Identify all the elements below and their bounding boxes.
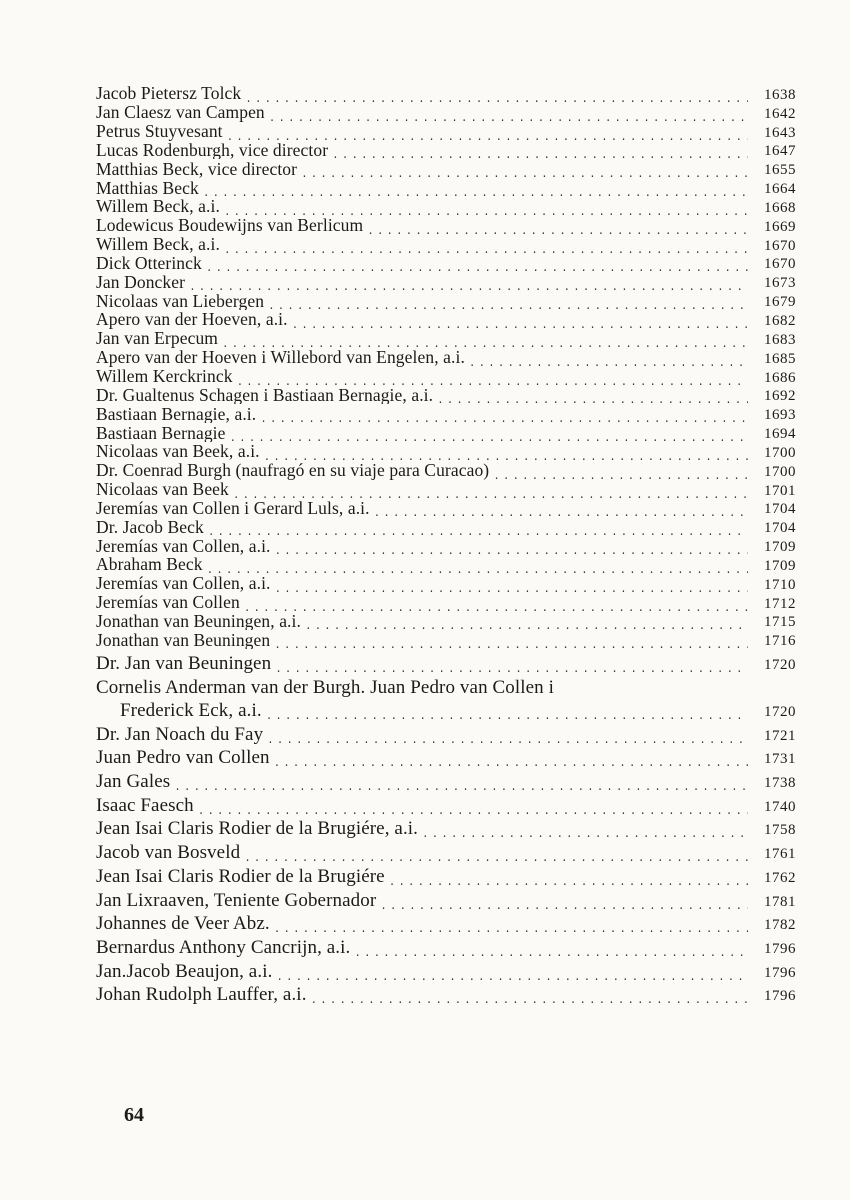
entry-name: Bastiaan Bernagie, a.i. [96, 404, 257, 424]
entry-name: Jacob Pietersz Tolck [96, 84, 242, 103]
entry-continuation-line [96, 697, 796, 721]
entry-name-continuation: Frederick Eck, a.i. [120, 700, 262, 720]
entry-year: 1796 [764, 988, 796, 1005]
dot-leader [203, 186, 748, 197]
entry-name: Petrus Stuyvesant [96, 121, 223, 141]
list-item [96, 254, 796, 273]
list-item [96, 791, 796, 815]
entry-name: Bastiaan Bernagie [96, 423, 226, 443]
entry-name: Willem Beck, a.i. [96, 234, 220, 254]
list-item [96, 461, 796, 480]
list-item [96, 981, 796, 1005]
dot-leader [422, 827, 748, 838]
dot-leader [207, 563, 748, 574]
entry-name: Johannes de Veer Abz. [96, 913, 270, 934]
dot-leader [233, 488, 748, 499]
entry-year: 1670 [764, 237, 796, 254]
entry-year: 1704 [764, 520, 796, 537]
list-item [96, 442, 796, 461]
list-item [96, 673, 796, 720]
entry-year: 1709 [764, 539, 796, 556]
list-item [96, 480, 796, 499]
dot-leader [260, 412, 748, 423]
governor-list [96, 84, 796, 1004]
entry-year: 1638 [764, 86, 796, 103]
entry-year: 1664 [764, 181, 796, 198]
entry-year: 1740 [764, 798, 796, 815]
entry-year: 1721 [764, 727, 796, 744]
list-item [96, 767, 796, 791]
dot-leader [374, 506, 748, 517]
entry-year: 1673 [764, 275, 796, 292]
dot-leader [275, 544, 748, 555]
dot-leader [276, 970, 748, 981]
entry-name: Jan Lixraaven, Teniente Gobernador [96, 889, 377, 910]
entry-name: Matthias Beck, vice director [96, 159, 298, 179]
entry-year: 1655 [764, 162, 796, 179]
entry-name: Apero van der Hoeven, a.i. [96, 310, 288, 329]
list-item [96, 367, 796, 386]
entry-name: Nicolaas van Beek [96, 479, 229, 499]
entry-name: Dr. Coenrad Burgh (naufragó en su viaje para Curacao) [96, 460, 490, 480]
entry-year: 1709 [764, 557, 796, 574]
dot-leader [332, 148, 748, 159]
entry-name: Jeremías van Collen [96, 592, 240, 612]
list-item [96, 720, 796, 744]
dot-leader [208, 525, 748, 536]
dot-leader [227, 130, 748, 141]
entry-year: 1686 [764, 369, 796, 386]
entry-name: Dr. Gualtenus Schagen i Bastiaan Bernagie, a.i. [96, 385, 434, 405]
dot-leader [437, 393, 748, 404]
list-item [96, 744, 796, 768]
dot-leader [367, 224, 748, 235]
entry-year: 1731 [764, 751, 796, 768]
entry-name: Nicolaas van Liebergen [96, 291, 265, 311]
list-item [96, 310, 796, 329]
entry-year: 1683 [764, 331, 796, 348]
entry-name: Jeremías van Collen i Gerard Luls, a.i. [96, 498, 370, 518]
dot-leader [206, 261, 748, 272]
entry-year: 1700 [764, 444, 796, 461]
entry-name: Jan Doncker [96, 272, 186, 292]
list-item [96, 216, 796, 235]
entry-name: Jan Gales [96, 771, 171, 792]
entry-year: 1682 [764, 312, 796, 329]
list-item [96, 122, 796, 141]
list-item [96, 933, 796, 957]
entry-name: Jacob van Bosveld [96, 842, 241, 863]
dot-leader [198, 804, 748, 815]
dot-leader [274, 756, 748, 767]
entry-year: 1700 [764, 463, 796, 480]
list-item [96, 574, 796, 593]
list-item [96, 141, 796, 160]
list-item [96, 386, 796, 405]
list-item [96, 555, 796, 574]
entry-name: Johan Rudolph Lauffer, a.i. [96, 984, 307, 1005]
list-item [96, 910, 796, 934]
entry-year: 1679 [764, 294, 796, 311]
list-item [96, 536, 796, 555]
entry-year: 1701 [764, 482, 796, 499]
dot-leader [292, 318, 748, 329]
list-item [96, 197, 796, 216]
entry-name: Willem Beck, a.i. [96, 197, 220, 216]
list-item [96, 957, 796, 981]
dot-leader [274, 922, 748, 933]
entry-year: 1712 [764, 595, 796, 612]
dot-leader [311, 993, 748, 1004]
dot-leader [268, 299, 748, 310]
entry-name: Matthias Beck [96, 178, 199, 198]
entry-first-line [96, 673, 796, 697]
dot-leader [354, 946, 748, 957]
dot-leader [269, 111, 748, 122]
entry-year: 1692 [764, 388, 796, 405]
entry-year: 1796 [764, 940, 796, 957]
list-item [96, 178, 796, 197]
entry-name: Bernardus Anthony Cancrijn, a.i. [96, 936, 351, 957]
entry-year: 1720 [764, 704, 796, 720]
entry-name: Lucas Rodenburgh, vice director [96, 140, 329, 160]
entry-year: 1669 [764, 218, 796, 235]
list-item [96, 815, 796, 839]
dot-leader [301, 167, 748, 178]
entry-name: Jeremías van Collen, a.i. [96, 573, 271, 593]
dot-leader [224, 205, 748, 216]
page-number: 64 [124, 1104, 144, 1126]
entry-name: Jan van Erpecum [96, 328, 219, 348]
list-item [96, 348, 796, 367]
list-item [96, 291, 796, 310]
list-item [96, 630, 796, 649]
entry-name: Lodewicus Boudewijns van Berlicum [96, 215, 364, 235]
entry-year: 1704 [764, 501, 796, 518]
entry-name: Isaac Faesch [96, 794, 194, 815]
dot-leader [493, 469, 748, 480]
dot-leader [224, 243, 748, 254]
entry-year: 1720 [764, 657, 796, 673]
dot-leader [244, 851, 748, 862]
entry-year: 1670 [764, 256, 796, 273]
dot-leader [189, 280, 748, 291]
entry-year: 1668 [764, 199, 796, 216]
dot-leader [222, 337, 748, 348]
entry-name: Jean Isai Claris Rodier de la Brugiére, a.i. [96, 818, 419, 839]
list-item [96, 235, 796, 254]
entry-name: Jan Claesz van Campen [96, 102, 265, 122]
entry-year: 1643 [764, 124, 796, 141]
entry-year: 1716 [764, 633, 796, 650]
entry-name: Willem Kerckrinck [96, 366, 233, 386]
dot-leader [274, 638, 748, 649]
list-item [96, 649, 796, 673]
entry-name: Dick Otterinck [96, 253, 202, 273]
list-item [96, 517, 796, 536]
entry-year: 1738 [764, 775, 796, 792]
entry-name: Jonathan van Beuningen, a.i. [96, 611, 301, 631]
entry-name: Dr. Jan Noach du Fay [96, 723, 264, 744]
dot-leader [174, 780, 748, 791]
dot-leader [267, 733, 748, 744]
entry-year: 1642 [764, 105, 796, 122]
list-item [96, 404, 796, 423]
entry-name: Abraham Beck [96, 555, 203, 574]
list-item [96, 612, 796, 631]
dot-leader [264, 450, 748, 461]
dot-leader [266, 709, 748, 720]
dot-leader [305, 619, 748, 630]
list-item [96, 159, 796, 178]
dot-leader [469, 356, 748, 367]
entry-year: 1715 [764, 614, 796, 631]
list-item [96, 593, 796, 612]
entry-year: 1710 [764, 576, 796, 593]
list-item [96, 329, 796, 348]
list-item [96, 103, 796, 122]
entry-name: Cornelis Anderman van der Burgh. Juan Pedro van Collen i [96, 676, 555, 697]
list-item [96, 886, 796, 910]
dot-leader [389, 875, 748, 886]
dot-leader [380, 899, 748, 910]
entry-year: 1647 [764, 143, 796, 160]
entry-name: Nicolaas van Beek, a.i. [96, 442, 260, 461]
entry-year: 1782 [764, 917, 796, 934]
entry-year: 1758 [764, 822, 796, 839]
entry-name: Jonathan van Beuningen [96, 630, 271, 650]
entry-name: Jean Isai Claris Rodier de la Brugiére [96, 865, 385, 886]
entry-name: Dr. Jan van Beuningen [96, 653, 272, 673]
entry-year: 1693 [764, 407, 796, 424]
entry-name: Juan Pedro van Collen [96, 747, 270, 768]
dot-leader [275, 582, 748, 593]
entry-year: 1685 [764, 350, 796, 367]
dot-leader [245, 92, 748, 103]
entry-name: Jan.Jacob Beaujon, a.i. [96, 960, 273, 981]
list-item [96, 838, 796, 862]
entry-year: 1761 [764, 846, 796, 863]
entry-year: 1796 [764, 964, 796, 981]
dot-leader [230, 431, 749, 442]
dot-leader [244, 601, 748, 612]
list-item [96, 84, 796, 103]
list-item [96, 272, 796, 291]
list-item [96, 423, 796, 442]
entry-name: Apero van der Hoeven i Willebord van Engelen, a.i. [96, 347, 465, 367]
entry-name: Jeremías van Collen, a.i. [96, 536, 271, 556]
dot-leader [237, 375, 748, 386]
entry-name: Dr. Jacob Beck [96, 517, 204, 537]
dot-leader [275, 662, 748, 673]
entry-year: 1694 [764, 426, 796, 443]
entry-year: 1762 [764, 869, 796, 886]
list-item [96, 862, 796, 886]
entry-year: 1781 [764, 893, 796, 910]
list-item [96, 499, 796, 518]
